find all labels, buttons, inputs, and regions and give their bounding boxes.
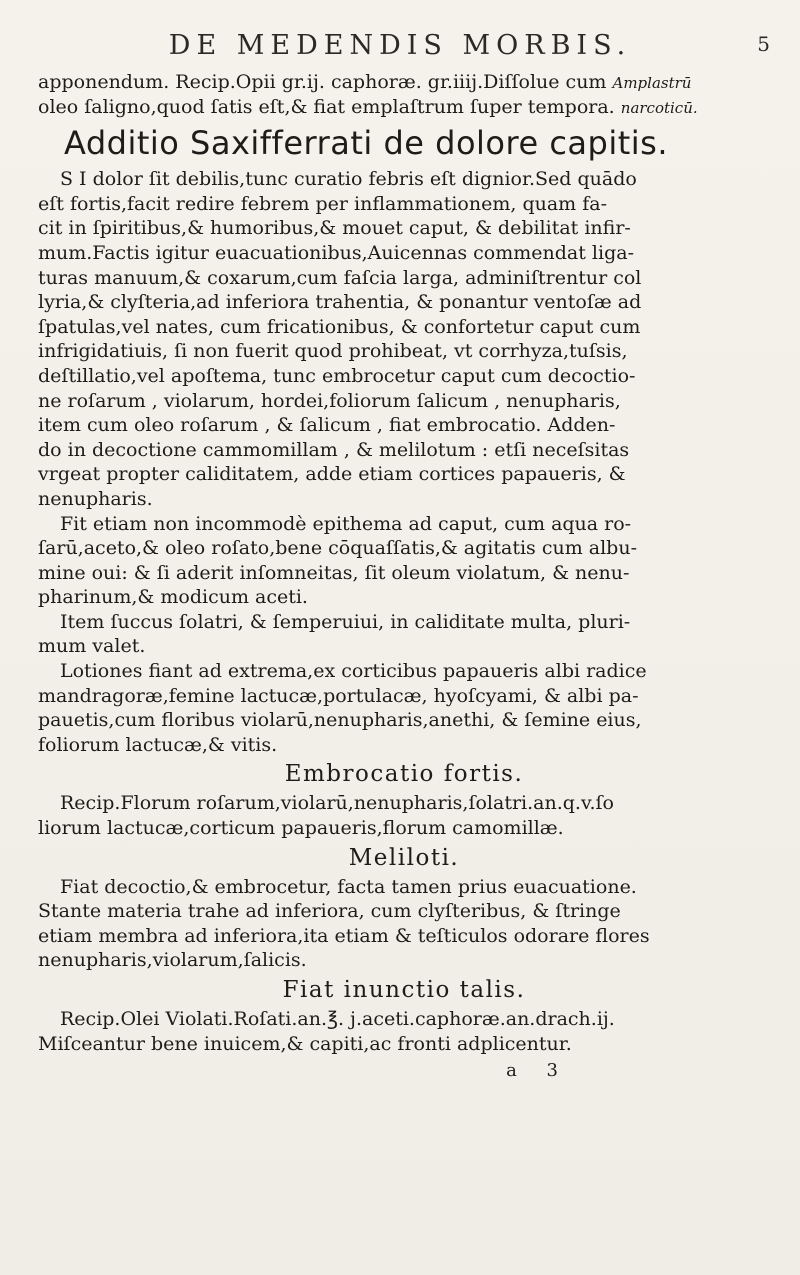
folio-number: 5: [757, 32, 770, 56]
text-line: Item ſuccus ſolatri, & ſemperuiui, in caliditate multa, pluri-: [60, 610, 631, 633]
text-line: S I dolor ſit debilis,tunc curatio febris eſt dignior.Sed quādo: [60, 168, 637, 191]
text-line: Recip.Florum roſarum,violarū,nenupharis,ſolatri.an.q.v.ſo: [60, 792, 614, 815]
text-line: liorum lactucæ,corticum papaueris,florum camomillæ.: [38, 817, 564, 840]
subheading: Embrocatio fortis.: [284, 761, 524, 788]
text-line: oleo ſaligno,quod ſatis eſt,& fiat emplaſtrum ſuper tempora. narcoticū.: [38, 95, 698, 118]
text-line: pharinum,& modicum aceti.: [38, 586, 308, 609]
signature-mark: a 3: [506, 1060, 570, 1082]
margin-note: Amplastrū: [612, 74, 692, 92]
text-line: Recip.Olei Violati.Roſati.an.℥. j.aceti.caphoræ.an.drach.ij.: [60, 1008, 615, 1030]
text-line: mine oui: & ſi aderit inſomneitas, ſit oleum violatum, & nenu-: [38, 561, 630, 584]
text-line: ne roſarum , violarum, hordei,foliorum ſalicum , nenupharis,: [38, 389, 621, 412]
text-line: item cum oleo roſarum , & ſalicum , fiat embrocatio. Adden-: [38, 414, 616, 437]
text-line: mum valet.: [38, 635, 146, 658]
body-text: [38, 70, 770, 1086]
text-line: lyria,& clyſteria,ad inferiora trahentia, & ponantur ventoſæ ad: [38, 291, 642, 314]
text-line: Stante materia trahe ad inferiora, cum clyſteribus, & ſtringe: [38, 900, 621, 923]
text-line: do in decoctione cammomillam , & melilotum : etſi neceſsitas: [38, 438, 630, 461]
text-line: nenupharis,violarum,ſalicis.: [38, 949, 307, 972]
text-line: pauetis,cum floribus violarū,nenupharis,anethi, & ſemine eius,: [38, 709, 642, 732]
text-line: deſtillatio,vel apoſtema, tunc embrocetur caput cum decoctio-: [38, 364, 636, 387]
text-line: ſpatulas,vel nates, cum fricationibus, & confortetur caput cum: [38, 315, 641, 338]
text-line: foliorum lactucæ,& vitis.: [38, 733, 278, 756]
text-line: mandragoræ,femine lactucæ,portulacæ, hyoſcyami, & albi pa-: [38, 684, 639, 707]
text-line: infrigidatiuis, ſi non fuerit quod prohibeat, vt corrhyza,tuſsis,: [38, 340, 628, 363]
text-line: mum.Factis igitur euacuationibus,Auicennas commendat liga-: [38, 241, 634, 264]
text-line: eſt fortis,facit redire febrem per inflammationem, quam fa-: [38, 192, 608, 215]
text-line: nenupharis.: [38, 487, 153, 510]
text-line: ſarū,aceto,& oleo roſato,bene cōquaſſatis,& agitatis cum albu-: [38, 537, 638, 560]
subheading: Meliloti.: [348, 844, 460, 871]
margin-note: narcoticū.: [620, 98, 698, 117]
text-line: turas manuum,& coxarum,cum faſcia larga, adminiſtrentur col: [38, 266, 642, 289]
text-line: vrgeat propter caliditatem, adde etiam cortices papaueris, &: [38, 463, 626, 486]
subheading: Fiat inunctio talis.: [282, 977, 526, 1003]
text-line: etiam membra ad inferiora,ita etiam & teſticulos odorare flores: [38, 924, 650, 947]
text-line: Lotiones fiant ad extrema,ex corticibus papaueris albi radice: [60, 660, 647, 683]
text-line: Miſceantur bene inuicem,& capiti,ac fronti adplicentur.: [38, 1032, 572, 1055]
text-line: cit in ſpiritibus,& humoribus,& mouet caput, & debilitat infir-: [38, 217, 631, 240]
text-line: Fiat decoctio,& embrocetur, facta tamen prius euacuatione.: [60, 875, 637, 898]
section-heading: Additio Saxifferrati de dolore capitis.: [64, 124, 668, 163]
text-line: Fit etiam non incommodè epithema ad caput, cum aqua ro-: [60, 512, 632, 535]
text-line: apponendum. Recip.Opii gr.ij. caphoræ. gr.iiij.Diſſolue cum Amplastrū: [38, 71, 692, 93]
running-head: DE MEDENDIS MORBIS.: [168, 30, 632, 61]
